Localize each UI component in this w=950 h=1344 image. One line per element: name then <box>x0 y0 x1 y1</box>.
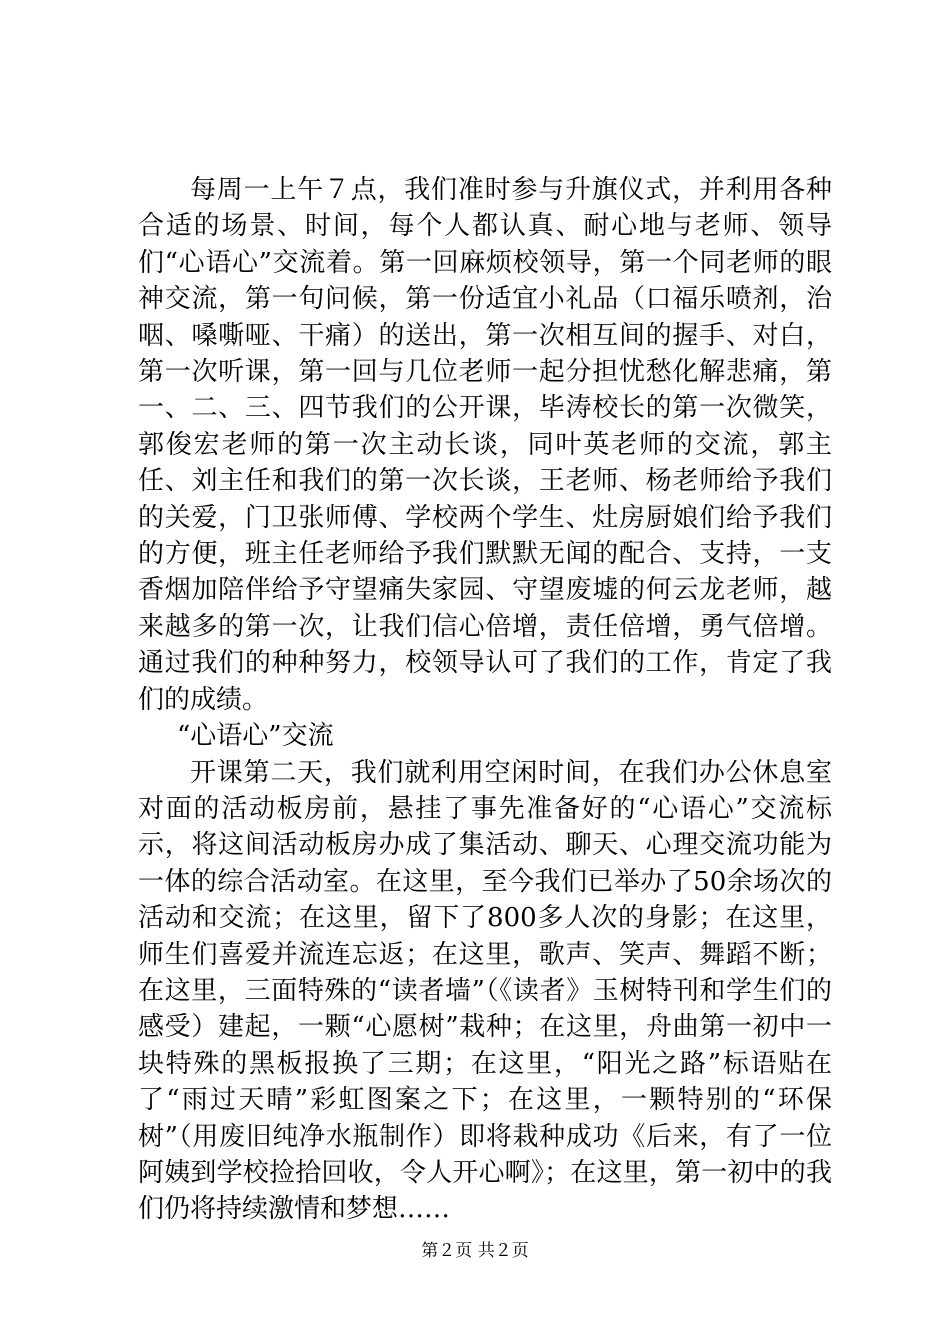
page-number-footer: 第２页 共２页 <box>421 1241 529 1261</box>
body-paragraph-1: 每周一上午７点，我们准时参与升旗仪式，并利用各种合适的场景、时间，每个人都认真、耐心地与老师、领导们“心语心”交流着。第一回麻烦校领导，第一个同老师的眼神交流，第一句问候，第一份适宜小礼品（口福乐喷剂，治咽、嗓嘶哑、干痛）的送出，第一次相互间的握手、对白，第一次听课，第一回与几位老师一起分担忧愁化解悲痛，第一、二、三、四节我们的公开课，毕涛校长的第一次微笑，郭俊宏老师的第一次主动长谈，同叶英老师的交流，郭主任、刘主任和我们的第一次长谈，王老师、杨老师给予我们的关爱，门卫张师傅、学校两个学生、灶房厨娘们给予我们的方便，班主任老师给予我们默默无闻的配合、支持，一支香烟加陪伴给予守望痛失家园、守望废墟的何云龙老师，越来越多的第一次，让我们信心倍增，责任倍增，勇气倍增。通过我们的种种努力，校领导认可了我们的工作，肯定了我们的成绩。 <box>138 175 832 715</box>
section-heading: “心语心”交流 <box>177 721 334 752</box>
document-body <box>138 172 832 1228</box>
body-paragraph-2: 开课第二天，我们就利用空闲时间，在我们办公休息室对面的活动板房前，悬挂了事先准备好的“心语心”交流标示，将这间活动板房办成了集活动、聊天、心理交流功能为一体的综合活动室。在这里，至今我们已举办了50余场次的活动和交流；在这里，留下了800多人次的身影；在这里，师生们喜爱并流连忘返；在这里，歌声、笑声、舞蹈不断；在这里，三面特殊的“读者墙”（《读者》玉树特刊和学生们的感受）建起，一颗“心愿树”栽种；在这里，舟曲第一初中一块特殊的黑板报换了三期；在这里，“阳光之路”标语贴在了“雨过天晴”彩虹图案之下；在这里，一颗特别的“环保树”（用废旧纯净水瓶制作）即将栽种成功《后来，有了一位阿姨到学校捡拾回收，令人开心啊》；在这里，第一初中的我们仍将持续激情和梦想…… <box>138 757 832 1225</box>
